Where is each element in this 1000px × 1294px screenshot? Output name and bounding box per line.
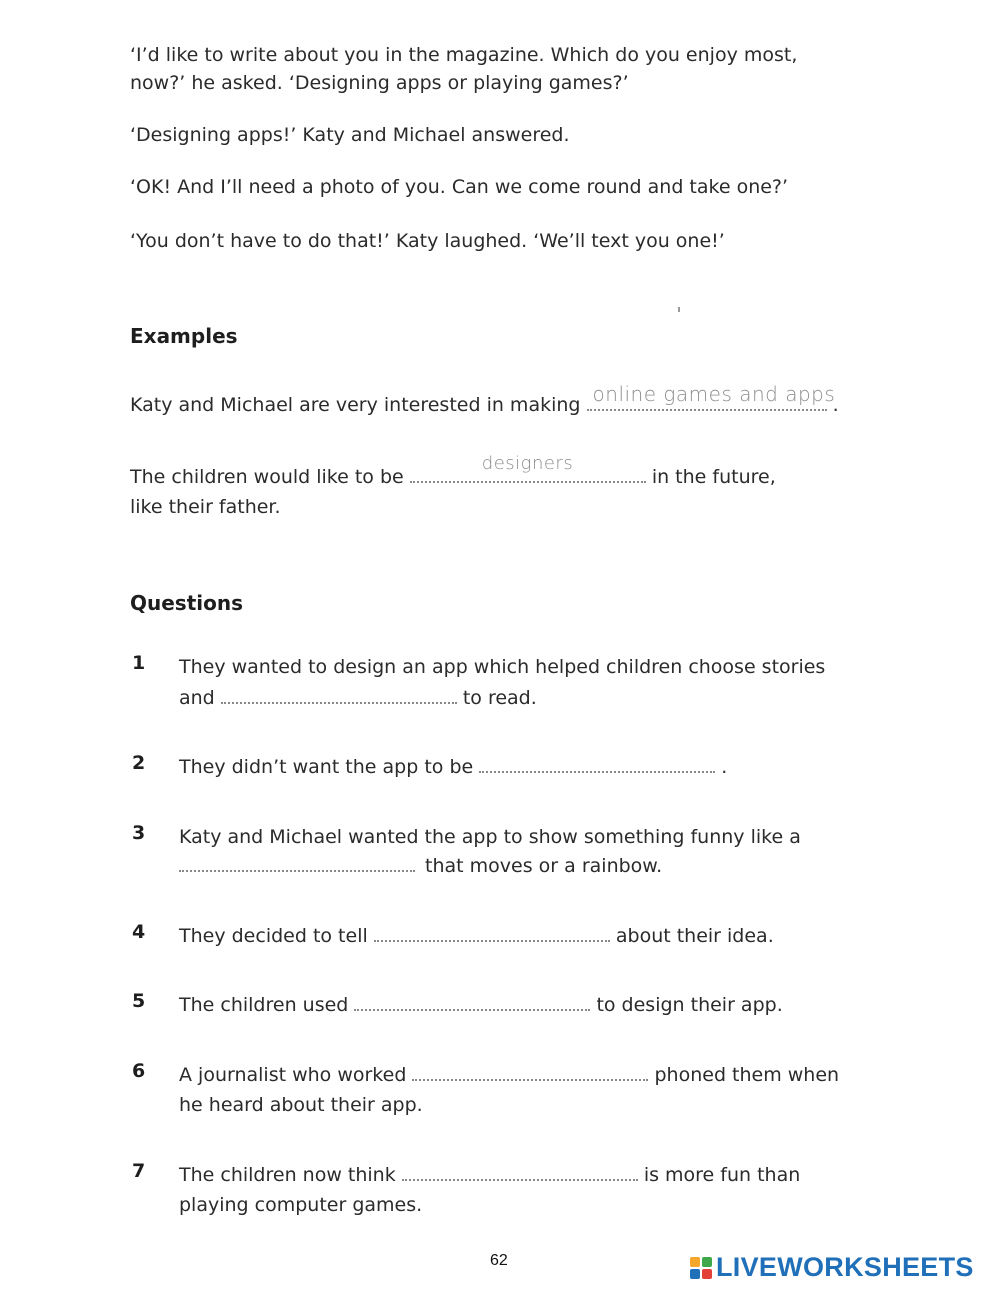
- scan-speck: [678, 307, 680, 312]
- example-2: [130, 453, 776, 492]
- question-1-line-2: [179, 683, 537, 713]
- question-1-after: to read.: [462, 687, 537, 709]
- example-2-answer-field: [410, 453, 646, 483]
- logo-grid-icon: [690, 1257, 712, 1279]
- example-2-line-2: like their father.: [130, 496, 281, 518]
- question-3-line-1: Katy and Michael wanted the app to show something funny like a: [179, 826, 801, 848]
- question-6-line-2: he heard about their app.: [179, 1094, 423, 1116]
- question-5-answer-field[interactable]: [354, 995, 590, 1011]
- story-line-5: ‘You don’t have to do that!’ Katy laughed. ‘We’ll text you one!’: [130, 230, 725, 252]
- question-6-before: A journalist who worked: [179, 1064, 407, 1086]
- question-7-number: 7: [132, 1160, 146, 1182]
- story-line-1: ‘I’d like to write about you in the magazine. Which do you enjoy most,: [130, 44, 798, 66]
- question-2-after: .: [721, 756, 728, 778]
- question-4-before: They decided to tell: [179, 925, 368, 947]
- question-6-answer-field[interactable]: [412, 1065, 648, 1081]
- question-4-line: [179, 921, 774, 951]
- question-4-answer-field[interactable]: [374, 926, 610, 942]
- example-1: [130, 382, 839, 420]
- question-2-answer-field[interactable]: [479, 757, 715, 773]
- story-line-2: now?’ he asked. ‘Designing apps or playing games?’: [130, 72, 629, 94]
- question-3-line-2: [179, 851, 662, 881]
- example-2-answer: designers: [481, 453, 574, 474]
- question-1-answer-field[interactable]: [221, 688, 457, 704]
- example-2-end: in the future,: [651, 466, 776, 488]
- example-2-text: The children would like to be: [130, 466, 404, 488]
- questions-heading: Questions: [130, 591, 244, 615]
- example-1-end: .: [832, 394, 839, 416]
- question-3-number: 3: [132, 822, 146, 844]
- question-5-before: The children used: [179, 994, 349, 1016]
- liveworksheets-logo[interactable]: [690, 1252, 974, 1283]
- story-line-4: ‘OK! And I’ll need a photo of you. Can we come round and take one?’: [130, 176, 789, 198]
- question-6-line-1: [179, 1060, 839, 1090]
- question-7-answer-field[interactable]: [402, 1165, 638, 1181]
- question-6-number: 6: [132, 1060, 146, 1082]
- page-number: 62: [490, 1252, 508, 1269]
- question-7-after: is more fun than: [643, 1164, 801, 1186]
- example-1-text: Katy and Michael are very interested in making: [130, 394, 581, 416]
- question-2-number: 2: [132, 752, 146, 774]
- example-1-answer-field: [587, 382, 836, 411]
- question-5-line: [179, 990, 783, 1020]
- question-7-before: The children now think: [179, 1164, 396, 1186]
- question-3-answer-field[interactable]: [179, 856, 415, 872]
- question-5-after: to design their app.: [596, 994, 783, 1016]
- question-4-after: about their idea.: [615, 925, 774, 947]
- question-6-after: phoned them when: [654, 1064, 840, 1086]
- question-7-line-2: playing computer games.: [179, 1194, 423, 1216]
- question-2-before: They didn’t want the app to be: [179, 756, 474, 778]
- question-1-line-1: They wanted to design an app which helped children choose stories: [179, 656, 826, 678]
- question-5-number: 5: [132, 990, 146, 1012]
- question-1-number: 1: [132, 652, 146, 674]
- question-7-line-1: [179, 1160, 800, 1190]
- question-4-number: 4: [132, 921, 146, 943]
- example-1-answer: online games and apps: [592, 382, 836, 406]
- question-1-before: and: [179, 687, 215, 709]
- logo-text: LIVEWORKSHEETS: [716, 1252, 974, 1282]
- story-line-3: ‘Designing apps!’ Katy and Michael answered.: [130, 124, 570, 146]
- question-3-after: that moves or a rainbow.: [425, 855, 663, 877]
- question-2-line: [179, 752, 727, 782]
- examples-heading: Examples: [130, 324, 238, 348]
